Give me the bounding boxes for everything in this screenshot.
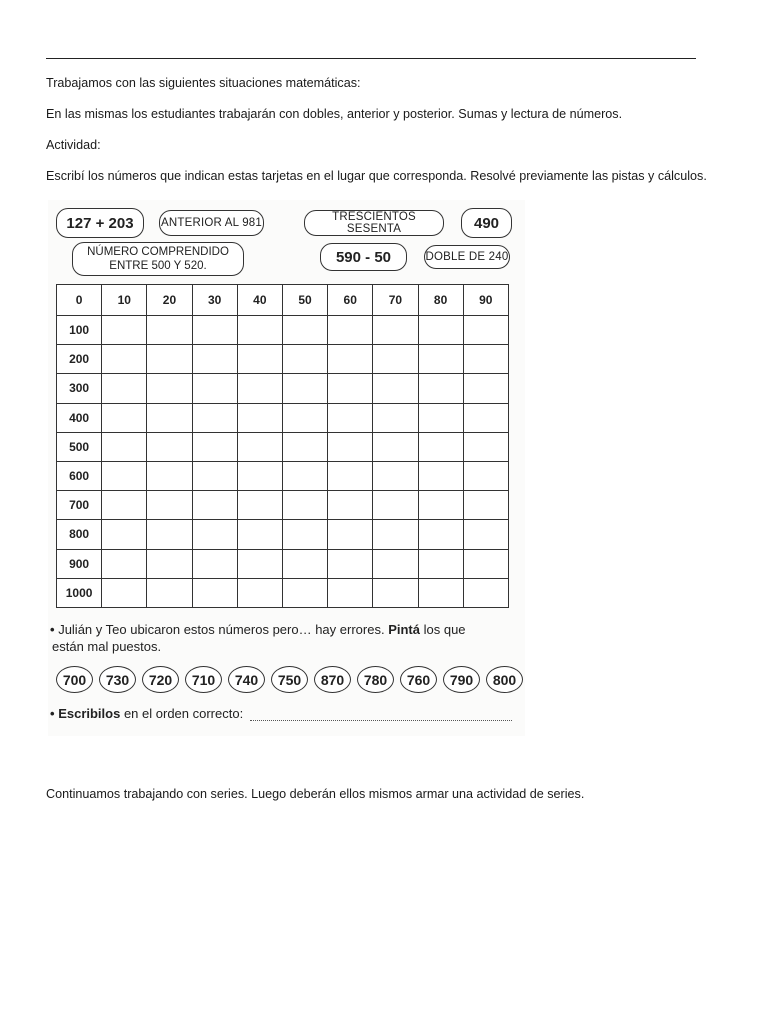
grid-row	[57, 403, 509, 432]
grid-row-header: 200	[57, 345, 102, 374]
grid-row-header: 300	[57, 374, 102, 403]
grid-row	[57, 491, 509, 520]
grid-row	[57, 578, 509, 607]
activity-label: Actividad:	[46, 138, 101, 152]
grid-cell[interactable]	[328, 374, 373, 403]
errors-task-suffix: los que	[423, 622, 466, 637]
grid-cell[interactable]	[102, 549, 147, 578]
oval-number[interactable]: 730	[99, 666, 136, 693]
grid-cell[interactable]	[192, 520, 237, 549]
grid-cell[interactable]	[328, 461, 373, 490]
grid-cell[interactable]	[192, 432, 237, 461]
card-490: 490	[461, 208, 512, 238]
grid-cell[interactable]	[373, 345, 418, 374]
grid-cell[interactable]	[463, 461, 508, 490]
grid-cell[interactable]	[192, 345, 237, 374]
grid-header-row	[57, 285, 509, 316]
oval-numbers	[56, 666, 523, 693]
grid-cell[interactable]	[463, 520, 508, 549]
oval-number[interactable]: 710	[185, 666, 222, 693]
grid-row	[57, 461, 509, 490]
grid-cell[interactable]	[102, 491, 147, 520]
grid-cell[interactable]	[192, 403, 237, 432]
grid-row-header: 600	[57, 461, 102, 490]
grid-cell[interactable]	[373, 403, 418, 432]
grid-col-header: 90	[463, 285, 508, 316]
grid-cell[interactable]	[463, 374, 508, 403]
instruction-text: Escribí los números que indican estas tarjetas en el lugar que corresponda. Resolvé previamente las pistas y cálculos.	[46, 169, 707, 183]
grid-col-header: 40	[237, 285, 282, 316]
grid-cell[interactable]	[328, 432, 373, 461]
grid-cell[interactable]	[192, 491, 237, 520]
grid-cell[interactable]	[282, 403, 327, 432]
grid-col-header: 10	[102, 285, 147, 316]
grid-cell[interactable]	[147, 432, 192, 461]
card-anterior: ANTERIOR AL 981	[159, 210, 264, 236]
grid-cell[interactable]	[463, 345, 508, 374]
card-resta: 590 - 50	[320, 243, 407, 271]
grid-cell[interactable]	[418, 432, 463, 461]
grid-cell[interactable]	[147, 578, 192, 607]
oval-number[interactable]: 720	[142, 666, 179, 693]
grid-cell[interactable]	[282, 374, 327, 403]
grid-cell[interactable]	[463, 432, 508, 461]
order-task-bold: Escribilos	[58, 706, 121, 721]
grid-cell[interactable]	[147, 520, 192, 549]
grid-cell[interactable]	[373, 432, 418, 461]
grid-cell[interactable]	[282, 549, 327, 578]
oval-number[interactable]: 700	[56, 666, 93, 693]
order-task	[50, 706, 512, 721]
grid-cell[interactable]	[192, 578, 237, 607]
grid-cell[interactable]	[418, 316, 463, 345]
grid-cell[interactable]	[418, 578, 463, 607]
grid-cell[interactable]	[373, 461, 418, 490]
grid-row-header: 400	[57, 403, 102, 432]
grid-cell[interactable]	[237, 432, 282, 461]
grid-cell[interactable]	[237, 549, 282, 578]
grid-cell[interactable]	[192, 316, 237, 345]
errors-task-line2: están mal puestos.	[52, 639, 162, 654]
oval-number[interactable]: 870	[314, 666, 351, 693]
grid-cell[interactable]	[418, 461, 463, 490]
grid-row	[57, 549, 509, 578]
grid-cell[interactable]	[237, 461, 282, 490]
grid-row-header: 900	[57, 549, 102, 578]
grid-cell[interactable]	[282, 432, 327, 461]
grid-row-header: 100	[57, 316, 102, 345]
grid-cell[interactable]	[237, 578, 282, 607]
grid-cell[interactable]	[418, 491, 463, 520]
grid-cell[interactable]	[463, 549, 508, 578]
grid-cell[interactable]	[102, 345, 147, 374]
grid-cell[interactable]	[328, 549, 373, 578]
grid-cell[interactable]	[192, 374, 237, 403]
grid-row	[57, 345, 509, 374]
oval-number[interactable]: 750	[271, 666, 308, 693]
grid-row	[57, 374, 509, 403]
grid-cell[interactable]	[102, 520, 147, 549]
grid-cell[interactable]	[147, 491, 192, 520]
grid-row	[57, 520, 509, 549]
card-sum: 127 + 203	[56, 208, 144, 238]
grid-cell[interactable]	[192, 461, 237, 490]
grid-cell[interactable]	[463, 491, 508, 520]
worksheet-scan	[48, 200, 525, 736]
grid-col-header: 30	[192, 285, 237, 316]
grid-cell[interactable]	[373, 549, 418, 578]
grid-cell[interactable]	[237, 345, 282, 374]
grid-cell[interactable]	[463, 403, 508, 432]
grid-cell[interactable]	[237, 491, 282, 520]
description-text: En las mismas los estudiantes trabajarán con dobles, anterior y posterior. Sumas y lectura de números.	[46, 107, 623, 121]
bullet-icon: •	[50, 706, 55, 721]
grid-cell[interactable]	[147, 316, 192, 345]
grid-cell[interactable]	[463, 578, 508, 607]
grid-cell[interactable]	[373, 374, 418, 403]
grid-cell[interactable]	[237, 520, 282, 549]
grid-col-header: 20	[147, 285, 192, 316]
grid-cell[interactable]	[282, 578, 327, 607]
card-trescientos: TRESCIENTOS SESENTA	[304, 210, 444, 236]
grid-cell[interactable]	[147, 403, 192, 432]
grid-cell[interactable]	[102, 403, 147, 432]
grid-col-header: 70	[373, 285, 418, 316]
grid-col-header: 50	[282, 285, 327, 316]
grid-cell[interactable]	[282, 345, 327, 374]
grid-cell[interactable]	[102, 461, 147, 490]
card-doble: DOBLE DE 240	[424, 245, 510, 269]
grid-cell[interactable]	[328, 520, 373, 549]
errors-task-prefix: Julián y Teo ubicaron estos números pero… hay errores.	[58, 622, 385, 637]
grid-cell[interactable]	[418, 549, 463, 578]
grid-cell[interactable]	[147, 345, 192, 374]
grid-cell[interactable]	[102, 432, 147, 461]
grid-cell[interactable]	[463, 316, 508, 345]
oval-number[interactable]: 780	[357, 666, 394, 693]
grid-cell[interactable]	[237, 316, 282, 345]
errors-task-line1	[50, 622, 466, 637]
grid-cell[interactable]	[147, 549, 192, 578]
grid-cell[interactable]	[237, 403, 282, 432]
grid-cell[interactable]	[282, 491, 327, 520]
grid-row	[57, 432, 509, 461]
grid-cell[interactable]	[282, 316, 327, 345]
grid-cell[interactable]	[102, 316, 147, 345]
grid-cell[interactable]	[418, 520, 463, 549]
oval-number[interactable]: 740	[228, 666, 265, 693]
grid-cell[interactable]	[373, 491, 418, 520]
grid-row-header: 700	[57, 491, 102, 520]
grid-cell[interactable]	[282, 461, 327, 490]
closing-text: Continuamos trabajando con series. Luego deberán ellos mismos armar una actividad de series.	[46, 787, 585, 801]
grid-cell[interactable]	[418, 403, 463, 432]
grid-row-header: 1000	[57, 578, 102, 607]
grid-cell[interactable]	[328, 578, 373, 607]
top-rule-line	[46, 58, 696, 59]
grid-cell[interactable]	[192, 549, 237, 578]
grid-cell[interactable]	[328, 491, 373, 520]
grid-cell[interactable]	[147, 461, 192, 490]
grid-cell[interactable]	[328, 403, 373, 432]
grid-cell[interactable]	[102, 374, 147, 403]
order-task-rest: en el orden correcto:	[123, 706, 244, 721]
card-comprendido-line2: ENTRE 500 Y 520.	[109, 260, 207, 272]
answer-dotted-line	[250, 709, 512, 721]
grid-col-header: 0	[57, 285, 102, 316]
grid-col-header: 80	[418, 285, 463, 316]
bullet-icon: •	[50, 622, 55, 637]
grid-row-header: 800	[57, 520, 102, 549]
grid-cell[interactable]	[328, 316, 373, 345]
grid-cell[interactable]	[373, 520, 418, 549]
grid-cell[interactable]	[373, 578, 418, 607]
errors-task-bold: Pintá	[388, 622, 420, 637]
grid-cell[interactable]	[373, 316, 418, 345]
grid-cell[interactable]	[282, 520, 327, 549]
card-comprendido	[72, 242, 244, 276]
grid-cell[interactable]	[102, 578, 147, 607]
grid-cell[interactable]	[418, 345, 463, 374]
number-grid	[56, 284, 509, 608]
oval-number[interactable]: 760	[400, 666, 437, 693]
grid-row	[57, 316, 509, 345]
grid-cell[interactable]	[237, 374, 282, 403]
grid-col-header: 60	[328, 285, 373, 316]
grid-row-header: 500	[57, 432, 102, 461]
card-comprendido-line1: NÚMERO COMPRENDIDO	[87, 246, 229, 258]
grid-cell[interactable]	[147, 374, 192, 403]
grid-cell[interactable]	[328, 345, 373, 374]
grid-cell[interactable]	[418, 374, 463, 403]
intro-text: Trabajamos con las siguientes situaciones matemáticas:	[46, 76, 361, 90]
oval-number[interactable]: 790	[443, 666, 480, 693]
oval-number[interactable]: 800	[486, 666, 523, 693]
